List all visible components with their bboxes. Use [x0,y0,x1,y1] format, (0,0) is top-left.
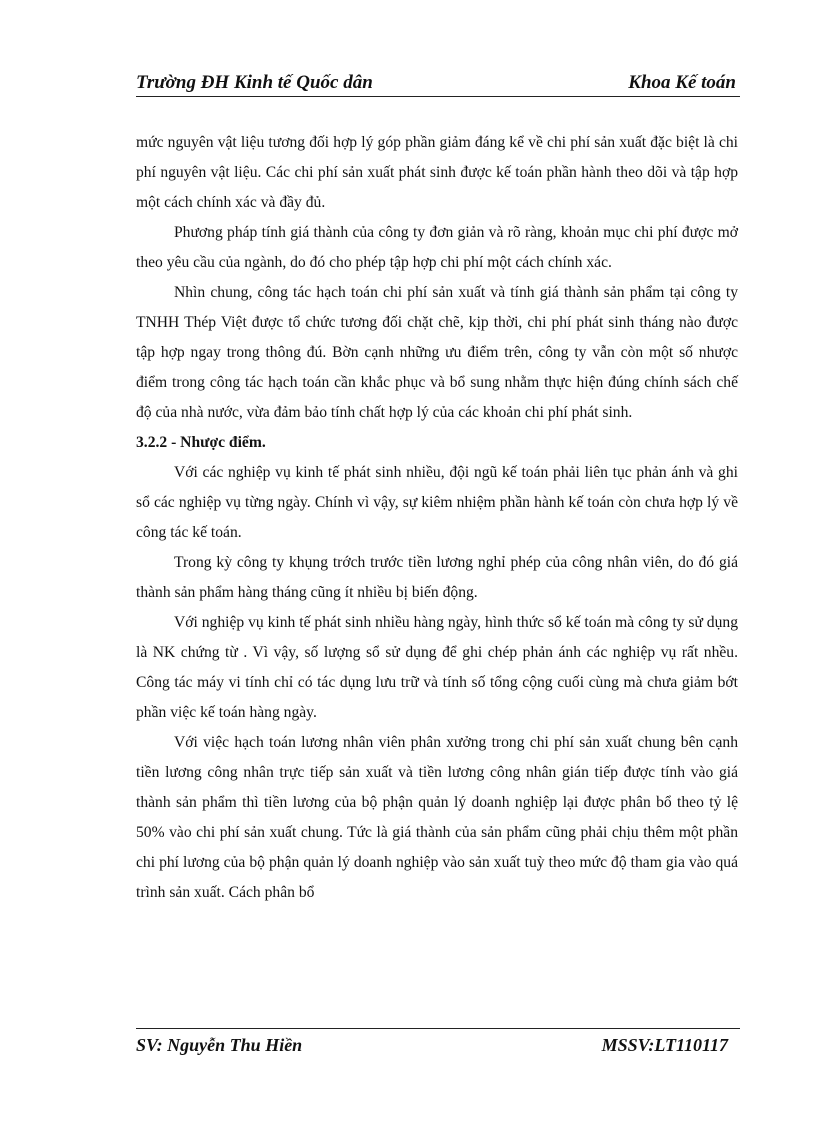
paragraph-7: Với việc hạch toán lương nhân viên phân xưởng trong chi phí sản xuất chung bên cạnh tiền lương công nhân trực tiếp sản xuất và tiền lương công nhân gián tiếp được tính vào giá thành sản phẩm thì tiền lương của bộ phận quản lý doanh nghiệp lại được phân bổ theo tỷ lệ 50% vào chi phí sản xuất chung. Tức là giá thành của sản phẩm cũng phải chịu thêm một phần chi phí lương của bộ phận quản lý doanh nghiệp vào sản xuất tuỳ theo mức độ tham gia vào quá trình sản xuất. Cách phân bổ [136,734,738,901]
header-faculty-name: Khoa Kế toán [628,72,736,93]
paragraph-4: Với các nghiệp vụ kinh tế phát sinh nhiều, đội ngũ kế toán phải liên tục phản ánh và ghi sổ các nghiệp vụ từng ngày. Chính vì vậy, sự kiêm nhiệm phần hành kế toán còn chưa hợp lý về công tác kế toán. [136,464,738,541]
header-school-name: Trường ĐH Kinh tế Quốc dân [136,72,373,93]
paragraph-3: Nhìn chung, công tác hạch toán chi phí sản xuất và tính giá thành sản phẩm tại công ty TNHH Thép Việt được tổ chức tương đối chặt chẽ, kịp thời, chi phí phát sinh tháng nào được tập hợp ngay trong thông đú. Bờn cạnh những ưu điểm trên, công ty vẫn còn một số nhược điểm trong công tác hạch toán cần khắc phục và bổ sung nhằm thực hiện đúng chính sách chế độ của nhà nước, vừa đảm bảo tính chất hợp lý của các khoản chi phí phát sinh. [136,284,738,421]
page-header [136,68,740,97]
document-body [136,128,738,908]
page-footer [136,1028,740,1059]
footer-student-name: SV: Nguyễn Thu Hiền [136,1035,303,1055]
paragraph-2: Phương pháp tính giá thành của công ty đơn giản và rõ ràng, khoản mục chi phí được mở theo yêu cầu của ngành, do đó cho phép tập hợp chi phí một cách chính xác. [136,224,738,271]
footer-student-id: MSSV:LT110117 [601,1035,728,1055]
paragraph-5: Trong kỳ công ty khụng trớch trước tiền lương nghỉ phép của công nhân viên, do đó giá thành sản phẩm hàng tháng cũng ít nhiều bị biến động. [136,554,738,601]
paragraph-6: Với nghiệp vụ kinh tế phát sinh nhiều hàng ngày, hình thức sổ kế toán mà công ty sử dụng là NK chứng từ . Vì vậy, số lượng sổ sử dụng để ghi chép phản ánh các nghiệp vụ rất nhều. Công tác máy vi tính chỉ có tác dụng lưu trữ và tính số tổng cộng cuối cùng mà chưa giảm bớt phần việc kế toán hàng ngày. [136,614,738,721]
section-heading: 3.2.2 - Nhược điểm. [136,434,266,451]
paragraph-1: mức nguyên vật liệu tương đối hợp lý góp phần giảm đáng kể về chi phí sản xuất đặc biệt là chi phí nguyên vật liệu. Các chi phí sản xuất phát sinh được kế toán phần hành theo dõi và tập hợp một cách chính xác và đầy đủ. [136,134,738,211]
